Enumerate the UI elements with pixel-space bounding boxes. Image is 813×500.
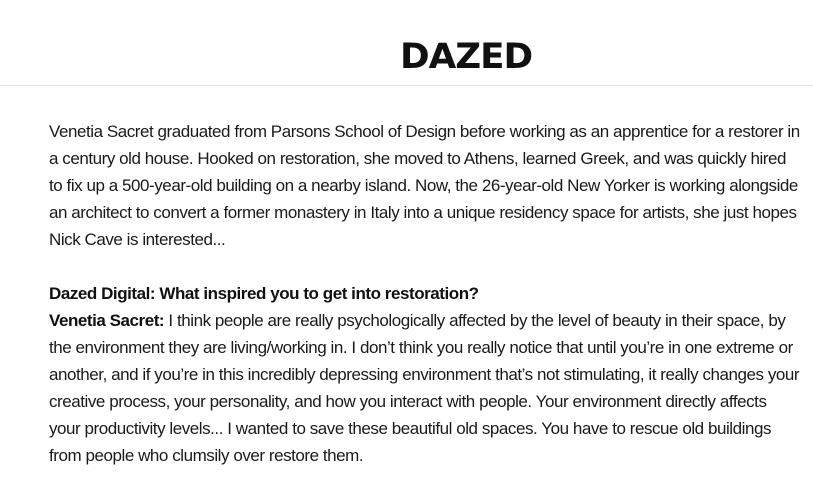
answer-text: I think people are really psychologically affected by the level of beauty in their space, by the environment they are living/working in. I don’t think you really notice that until you’re in one extreme or another, and if you’re in this incredibly depressing environment that’s not stimulating, it really changes your creative process, your personality, and how you interact with people. Your environment directly affects your productivity levels... I wanted to save these beautiful old spaces. You have to rescue old buildings from people who clumsily over restore them. <box>49 311 800 465</box>
site-header <box>0 0 813 86</box>
interview-question: Dazed Digital: What inspired you to get into restoration? <box>49 284 479 303</box>
paragraph-spacer <box>49 253 801 280</box>
interview-answer <box>49 307 801 469</box>
article-body <box>49 118 801 469</box>
answer-speaker: Venetia Sacret: <box>49 311 165 330</box>
intro-paragraph: Venetia Sacret graduated from Parsons School of Design before working as an apprentice for a restorer in a century old house. Hooked on restoration, she moved to Athens, learned Greek, and was quickly hired to fix up a 500-year-old building on a nearby island. Now, the 26-year-old New Yorker is working alongside an architect to convert a former monastery in Italy into a unique residency space for artists, she just hopes Nick Cave is interested... <box>49 122 800 249</box>
dazed-logo[interactable]: DAZED <box>400 37 533 77</box>
